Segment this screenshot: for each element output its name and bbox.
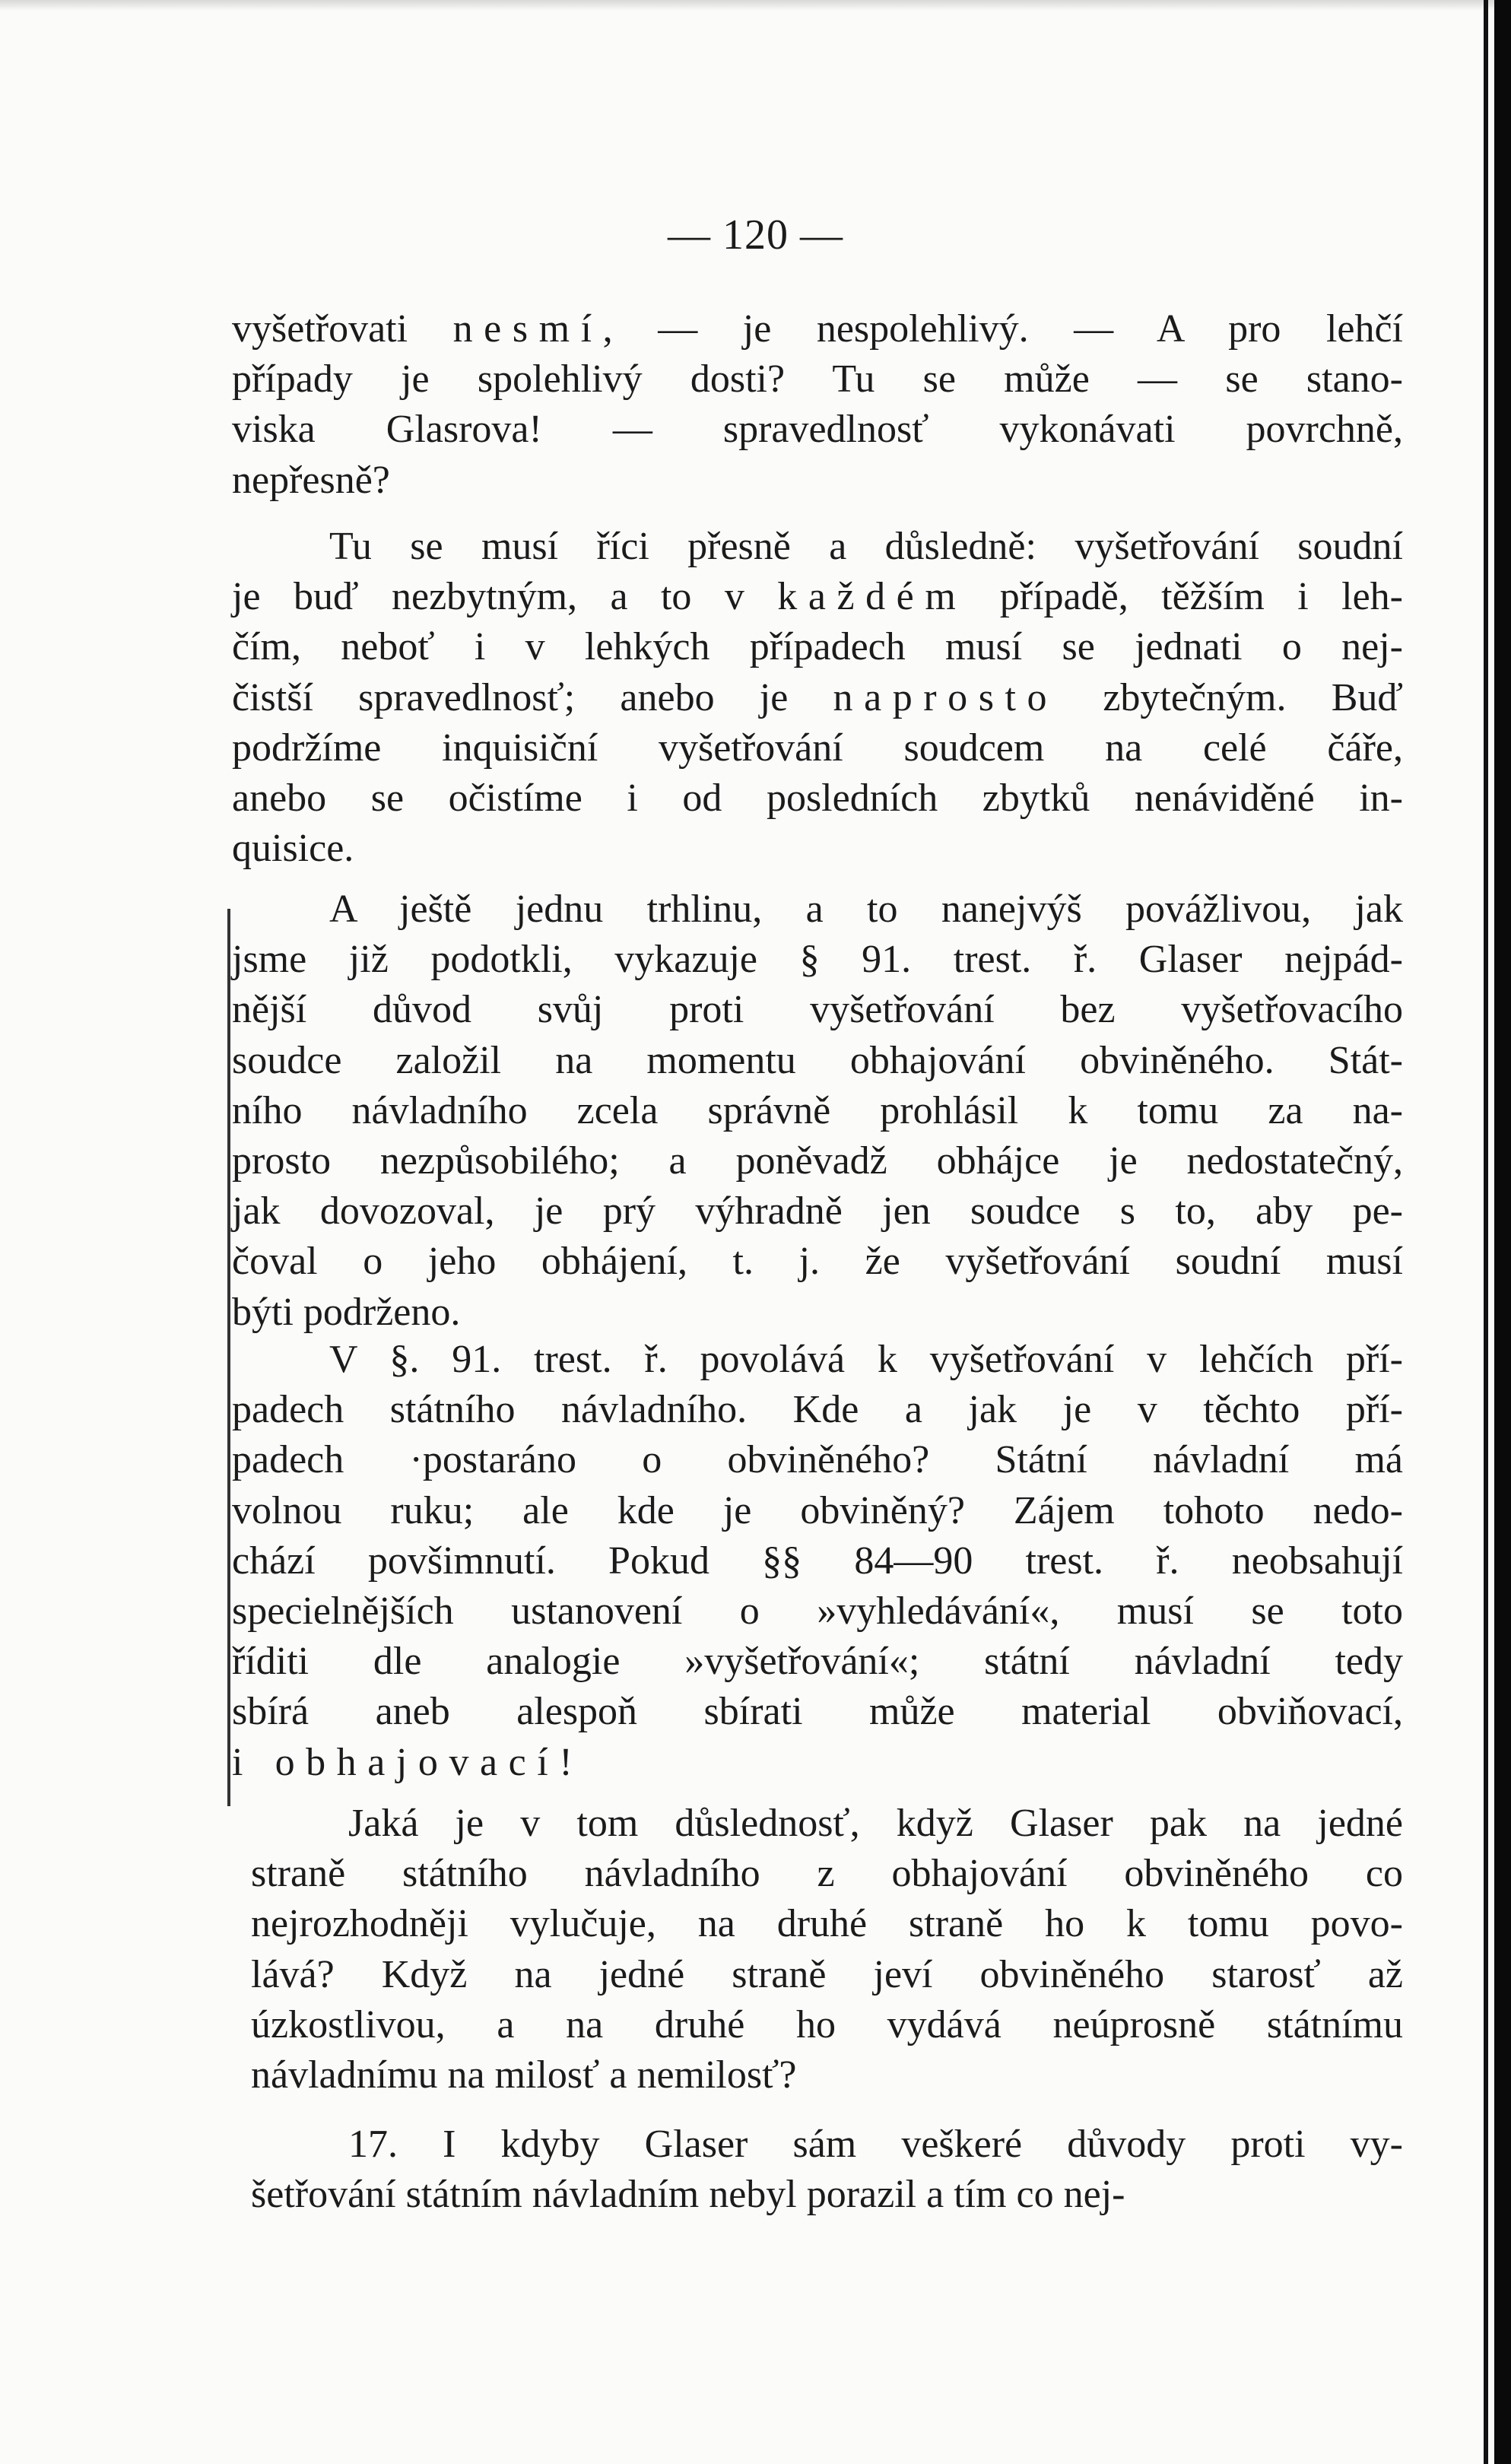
text-run: lává? Když na jedné straně jeví obviněného starosť až <box>251 1952 1403 1996</box>
emphasis-spaced: nesmí <box>452 307 603 351</box>
text-run: návladnímu na milosť a nemilosť? <box>251 2053 797 2097</box>
emphasis-spaced: naprosto <box>833 675 1059 719</box>
text-line <box>232 1288 1403 1338</box>
text-run: zbytečným. Buď <box>1058 675 1403 719</box>
text-run: šetřování státním návladním nebyl porazil a tím co nej- <box>251 2173 1125 2217</box>
text-line <box>232 723 1403 773</box>
text-run: soudce založil na momentu obhajování obviněného. Stát- <box>232 1038 1403 1082</box>
text-line <box>232 935 1403 985</box>
text-line <box>232 824 1403 874</box>
text-line <box>251 2000 1403 2050</box>
text-line <box>232 1536 1403 1586</box>
text-run: specielnějších ustanovení o »vyhledávání«, musí se toto <box>232 1589 1403 1633</box>
paragraph-5 <box>251 1799 1403 2100</box>
text-run: čím, neboť i v lehkých případech musí se jednati o nej- <box>232 625 1403 669</box>
text-run: quisice. <box>232 827 354 871</box>
text-line <box>251 1849 1403 1899</box>
scan-top-edge <box>0 0 1511 11</box>
text-line <box>232 572 1403 622</box>
text-line <box>232 1136 1403 1186</box>
paragraph-4 <box>232 1335 1403 1788</box>
text-run: čoval o jeho obhájení, t. j. že vyšetřování soudní musí <box>232 1240 1403 1284</box>
text-line <box>251 1799 1403 1849</box>
text-line <box>232 884 1403 935</box>
text-line <box>232 1335 1403 1385</box>
text-line <box>232 1586 1403 1637</box>
text-run: je buď nezbytným, a to v <box>232 575 778 619</box>
scan-right-edge-thin <box>1484 0 1488 2464</box>
emphasis-spaced: každém <box>777 575 967 619</box>
text-run: anebo se očistíme i od posledních zbytků nenáviděné in- <box>232 776 1403 820</box>
text-line <box>232 1036 1403 1086</box>
text-run: padech ·postaráno o obviněného? Státní návladní má <box>232 1438 1403 1482</box>
text-line <box>251 1899 1403 1949</box>
text-run: 17. I kdyby Glaser sám veškeré důvody proti vy- <box>348 2123 1403 2166</box>
text-line <box>232 1237 1403 1287</box>
text-line <box>232 1186 1403 1237</box>
text-line <box>232 1637 1403 1687</box>
text-line <box>232 354 1403 405</box>
text-run: nejrozhodněji vylučuje, na druhé straně ho k tomu povo- <box>251 1902 1403 1946</box>
text-run: nější důvod svůj proti vyšetřování bez vyšetřovacího <box>232 988 1403 1032</box>
text-run: ! <box>559 1740 573 1784</box>
text-run: případě, těžším i leh- <box>967 575 1403 619</box>
text-line <box>232 1486 1403 1536</box>
text-line <box>232 985 1403 1035</box>
text-run: viska Glasrova! — spravedlnosť vykonávati povrchně, <box>232 408 1403 452</box>
text-run: býti podrženo. <box>232 1290 461 1334</box>
page-number: — 120 — <box>668 211 843 259</box>
margin-pencil-line <box>227 909 230 1806</box>
text-line <box>232 673 1403 723</box>
emphasis-spaced: i obhajovací <box>232 1740 560 1784</box>
text-run: nepřesně? <box>232 458 390 502</box>
text-run: sbírá aneb alespoň sbírati může material obviňovací, <box>232 1690 1403 1734</box>
text-run: jak dovozoval, je prý výhradně jen soudce s to, aby pe- <box>232 1189 1403 1234</box>
text-run: prosto nezpůsobilého; a poněvadž obhájce je nedostatečný, <box>232 1138 1403 1183</box>
paragraph-2 <box>232 522 1403 874</box>
text-line <box>232 522 1403 572</box>
text-run: chází povšimnutí. Pokud §§ 84—90 trest. ř. neobsahují <box>232 1538 1403 1583</box>
text-run: podržíme inquisiční vyšetřování soudcem na celé čáře, <box>232 726 1403 770</box>
text-line <box>232 304 1403 354</box>
text-line <box>232 1086 1403 1136</box>
text-run: volnou ruku; ale kde je obviněný? Zájem tohoto nedo- <box>232 1488 1403 1532</box>
scan-right-edge <box>1494 0 1511 2464</box>
text-line <box>251 2119 1403 2170</box>
text-line <box>251 1950 1403 2000</box>
paragraph-1 <box>232 304 1403 506</box>
text-run: , — je nespolehlivý. — A pro lehčí <box>602 307 1404 351</box>
text-line <box>232 1687 1403 1737</box>
text-run: Jaká je v tom důslednosť, když Glaser pak na jedné <box>348 1802 1403 1845</box>
paragraph-3 <box>232 884 1403 1338</box>
text-line <box>232 405 1403 455</box>
text-line <box>251 2170 1403 2220</box>
text-run: straně státního návladního z obhajování obviněného co <box>251 1852 1403 1896</box>
text-line <box>232 1435 1403 1485</box>
text-run: Tu se musí říci přesně a důsledně: vyšetřování soudní <box>329 525 1403 568</box>
text-run: případy je spolehlivý dosti? Tu se může — se stano- <box>232 357 1403 402</box>
text-line <box>232 456 1403 506</box>
paragraph-6 <box>251 2119 1403 2220</box>
text-line <box>232 622 1403 672</box>
text-line <box>251 2050 1403 2100</box>
text-run: V §. 91. trest. ř. povolává k vyšetřování v lehčích pří- <box>329 1338 1403 1381</box>
text-run: říditi dle analogie »vyšetřování«; státní návladní tedy <box>232 1640 1403 1684</box>
text-run: A ještě jednu trhlinu, a to nanejvýš povážlivou, jak <box>329 887 1403 931</box>
text-line <box>232 1738 1403 1788</box>
text-line <box>232 1385 1403 1435</box>
text-run: padech státního návladního. Kde a jak je v těchto pří- <box>232 1388 1403 1432</box>
text-run: úzkostlivou, a na druhé ho vydává neúprosně státnímu <box>251 2002 1403 2046</box>
text-run: ního návladního zcela správně prohlásil k tomu za na- <box>232 1088 1403 1132</box>
text-run: jsme již podotkli, vykazuje § 91. trest. ř. Glaser nejpád- <box>232 938 1403 982</box>
text-run: vyšetřovati <box>232 307 453 351</box>
text-run: čistší spravedlnosť; anebo je <box>232 675 833 719</box>
text-line <box>232 773 1403 824</box>
